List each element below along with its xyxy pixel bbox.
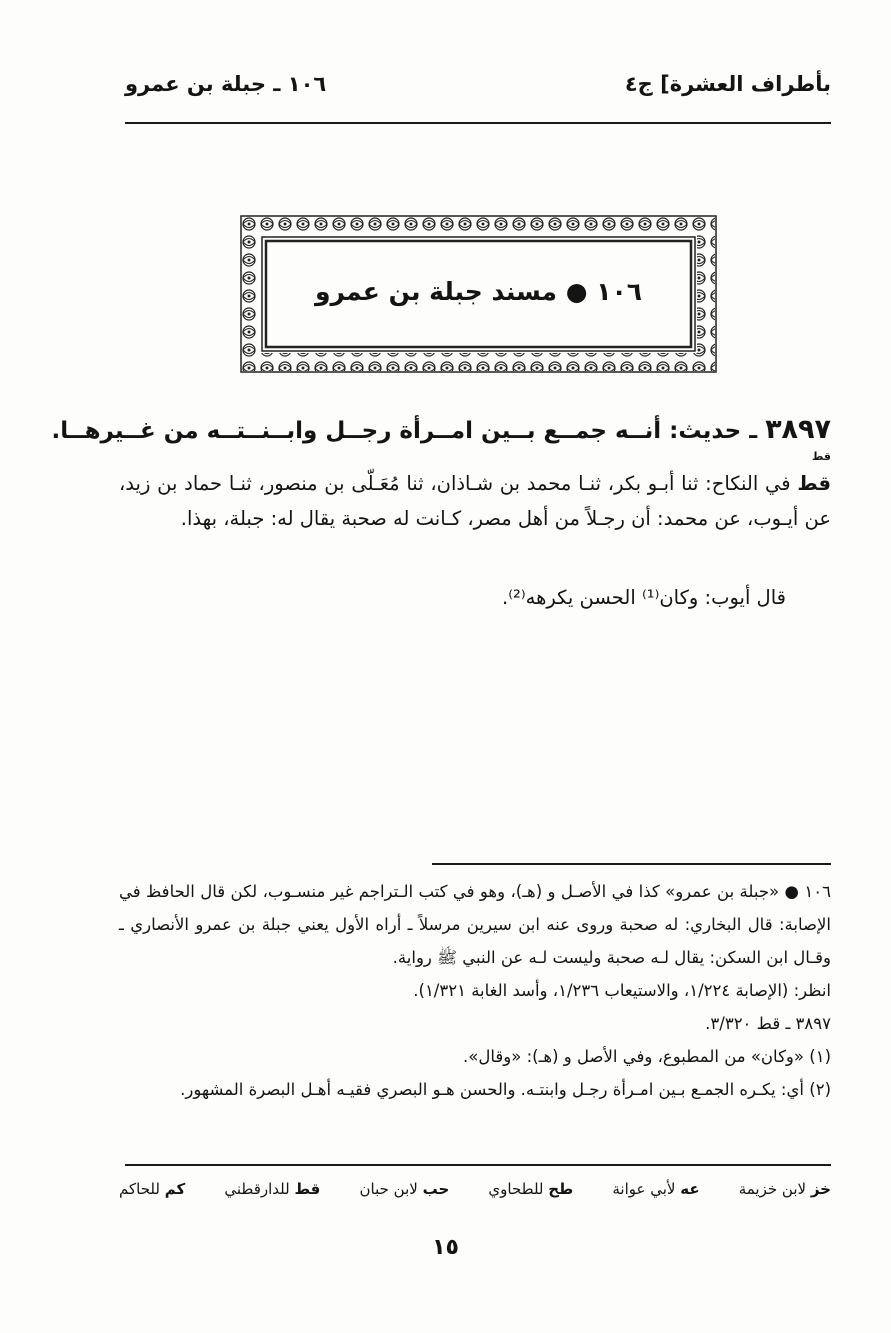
running-header [125,72,831,112]
abbr-item: كم للحاكم [119,1180,186,1198]
footnote-3897: ٣٨٩٧ ـ قط ٣/٣٢٠. [705,1014,831,1033]
abbreviations-legend [119,1180,831,1198]
footnotes [119,875,831,1106]
ornamental-frame [240,215,717,373]
body-source-code: قط [797,472,831,495]
musnad-title: ١٠٦ ● مسند جبلة بن عمرو [314,277,643,306]
header-divider [125,122,831,124]
source-mark: قط [812,450,831,463]
abbr-item: طح للطحاوي [488,1180,574,1198]
hadith-heading [51,414,831,445]
footnote-2: (٢) أي: يكـره الجمـع بـين امـرأة رجـل وابنتـه. والحسن هـو البصري فقيـه أهـل البصرة المشهور. [180,1080,831,1099]
abbr-item: حب لابن حبان [359,1180,450,1198]
footnote-106: ١٠٦ ● «جبلة بن عمرو» كذا في الأصـل و (هـ)، وهو في كتب الـتراجم غير منسـوب، لكن قال الحافظ في الإصابة: قال البخاري: له صحبة وروى عنه ابن سيرين مرسلاً ـ أراه الأول يعني جبلة بن عمرو الأنصاري ـ وقـال ابن السكن: يقال لـه صحبة وليست لـه عن النبي ﷺ رواية. [119,882,831,967]
hadith-body [119,466,831,536]
book-title: بأطراف العشرة] ج٤ [624,72,831,96]
footnote-1: (١) «وكان» من المطبوع، وفي الأصل و (هـ): «وقال». [463,1047,831,1066]
hadith-number: ٣٨٩٧ [765,414,831,445]
hadith-heading-text: ـ حديث: أنــه جمــع بــين امــرأة رجــل وابــنــتــه من غــيرهــا. [51,418,758,444]
abbr-item: عه لأبي عوانة [612,1180,700,1198]
abbreviations-divider [125,1164,831,1166]
footnote-references: انظر: (الإصابة ١/٢٢٤، والاستيعاب ١/٢٣٦، وأسد الغابة ١/٣٢١). [413,981,831,1000]
abbr-item: خز لابن خزيمة [738,1180,831,1198]
page-number: ١٥ [432,1235,459,1260]
abbr-item: قط للدارقطني [224,1180,321,1198]
section-title: ١٠٦ ـ جبلة بن عمرو [125,72,327,96]
ayyub-quote: قال أيوب: وكان⁽¹⁾ الحسن يكرهه⁽²⁾. [502,586,786,609]
body-isnad: في النكاح: ثنا أبـو بكر، ثنـا محمد بن شـاذان، ثنا مُعَـلّى بن منصور، ثنـا حماد بن زيد، عن أيـوب، عن محمد: أن رجـلاً من أهل مصر، كـانت له صحبة يقال له: جبلة، بهذا. [119,472,831,530]
footnote-divider [432,863,831,865]
